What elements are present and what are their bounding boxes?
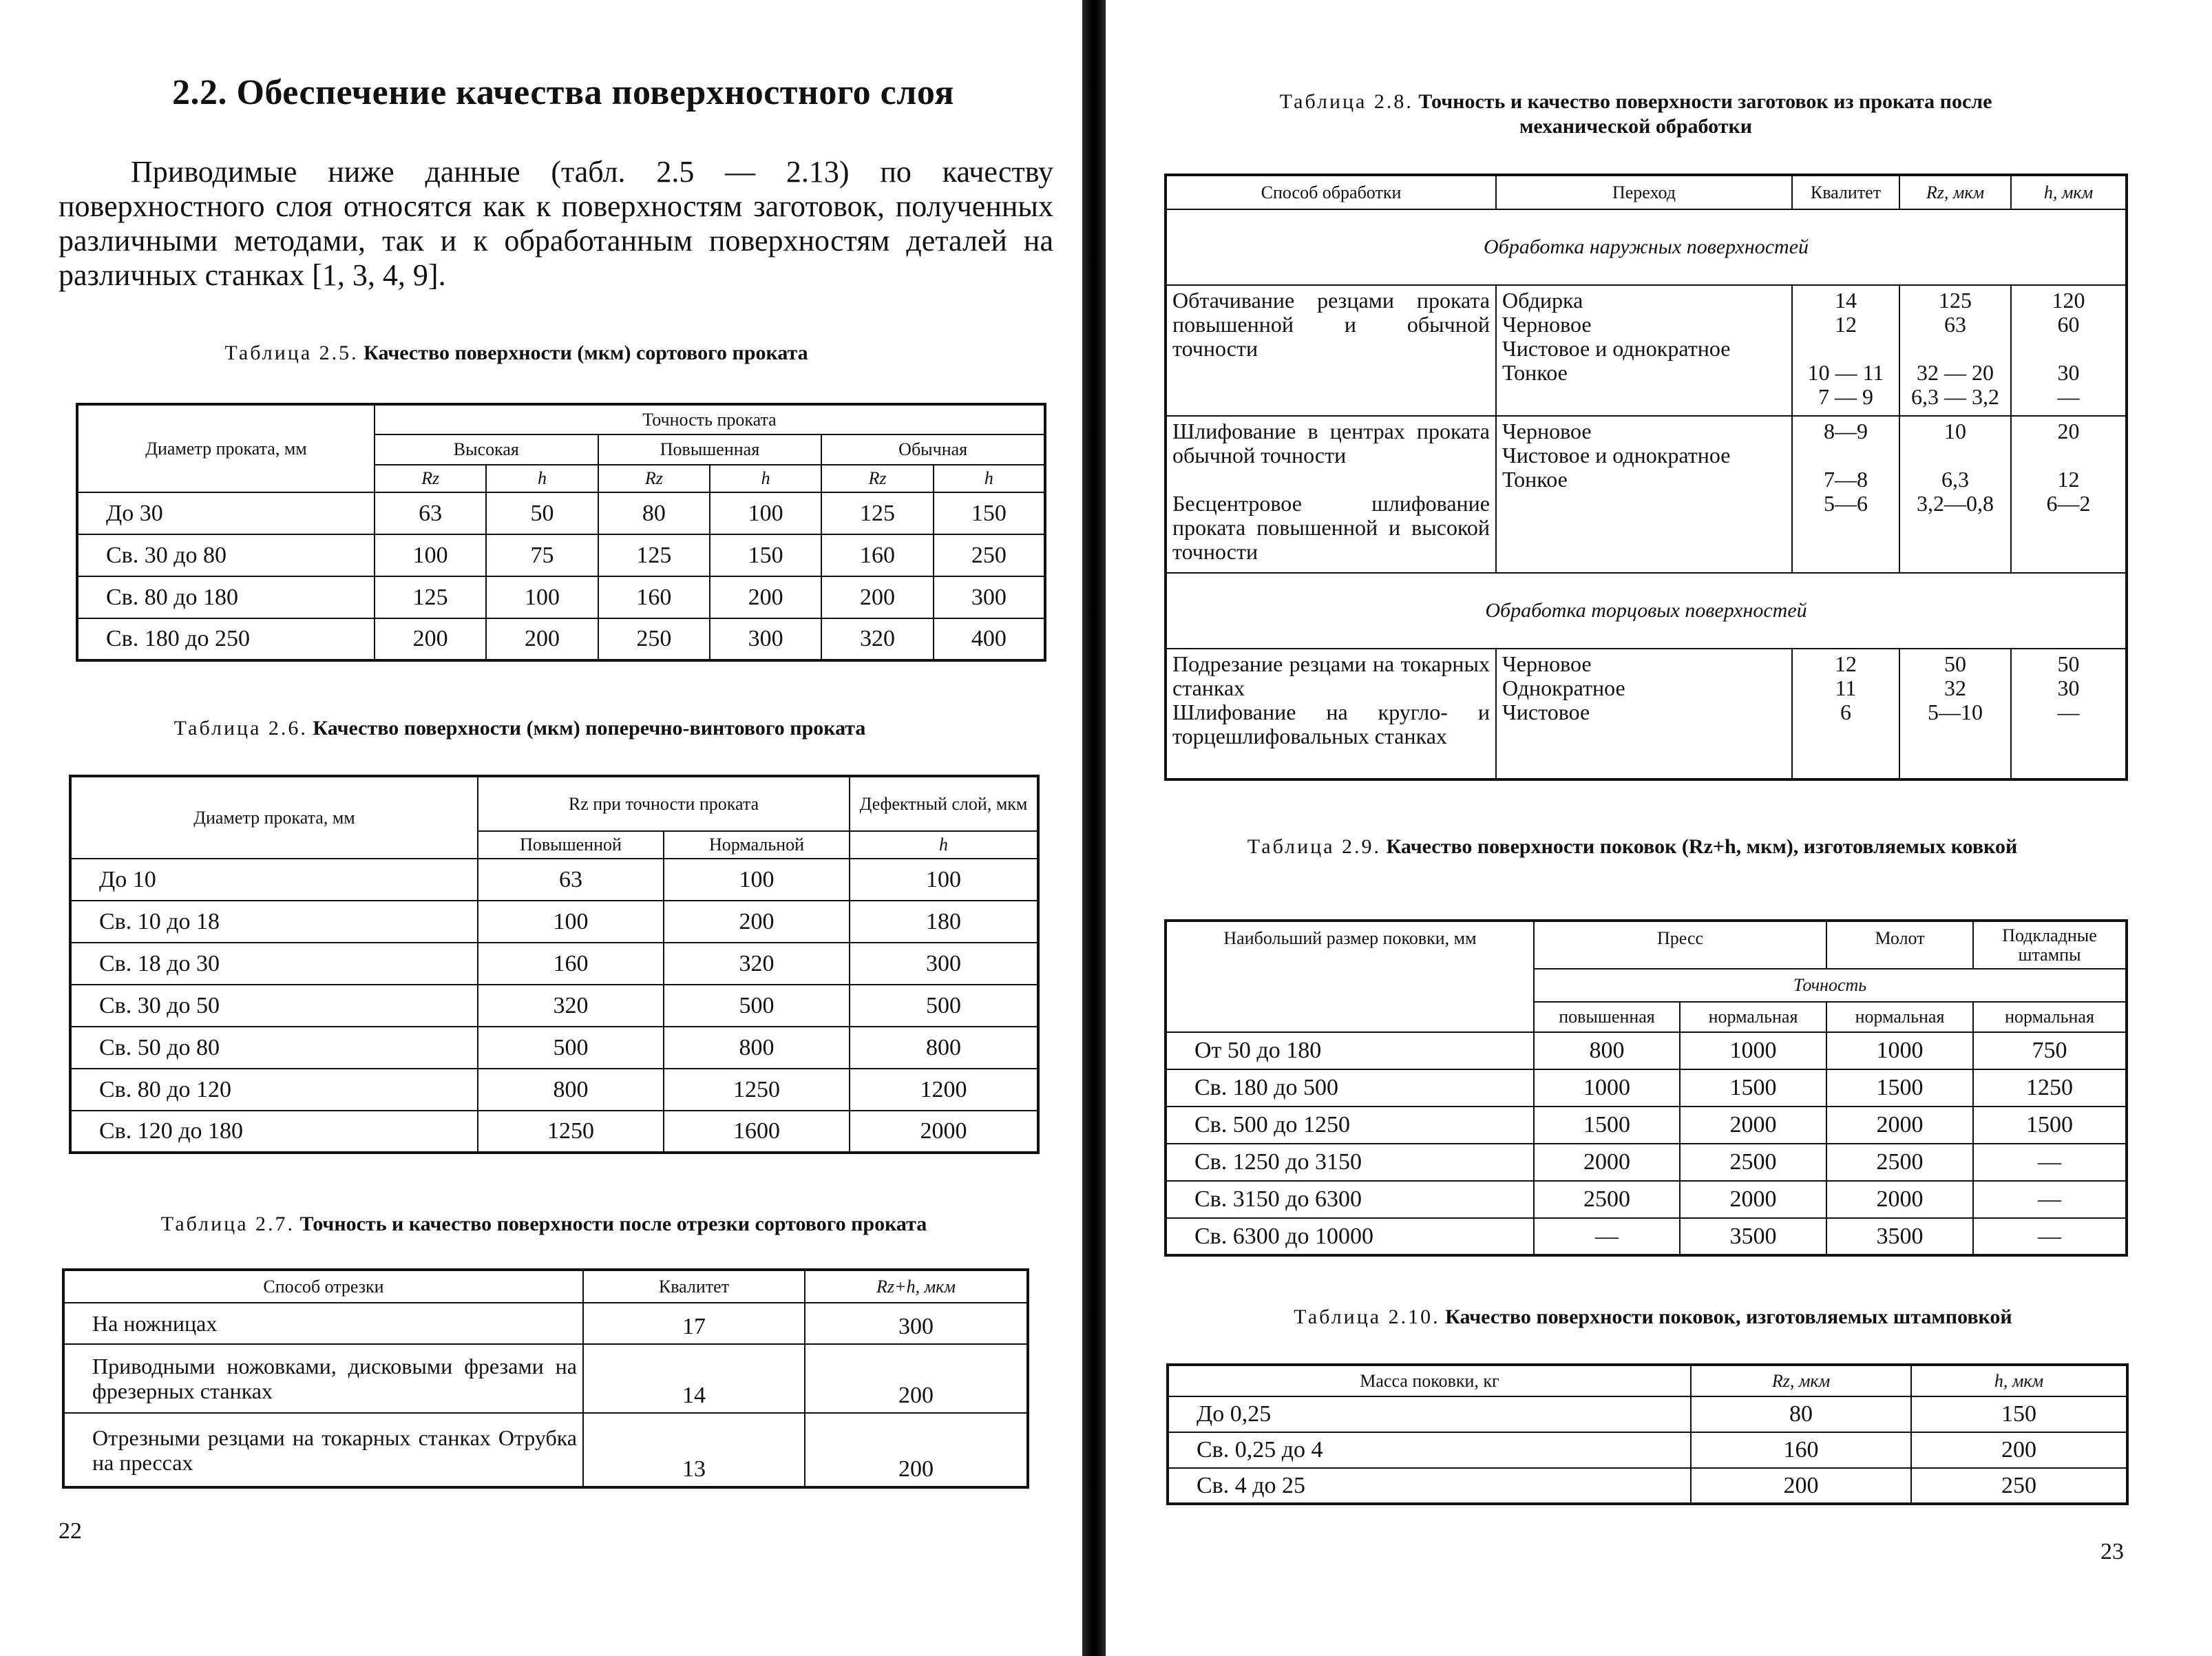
rzh-cell: 200 [805, 1413, 1028, 1487]
table-2-5-caption [76, 341, 957, 366]
rz-line: 63 [1944, 312, 1966, 337]
caption-number: Таблица 2.6. [173, 717, 308, 740]
grade-line: 7—8 [1824, 467, 1868, 492]
section-outer-surfaces: Обработка наружных поверхностей [1166, 209, 2127, 285]
grinding-centers: Шлифование в центрах проката обычной точности [1172, 419, 1490, 468]
header-grade: Квалитет [583, 1270, 805, 1303]
group-grinding-row [1166, 416, 2127, 573]
grinding-centerless: Бесцентровое шлифование проката повышенной и высокой точности [1172, 491, 1490, 564]
grade-line: 7 — 9 [1818, 384, 1873, 409]
group-facing-steps [1496, 649, 1792, 779]
table-row [70, 1069, 1038, 1111]
h-line: 30 [2057, 360, 2080, 385]
table-2-9-caption [1236, 835, 2028, 859]
grade-line [1798, 337, 1893, 361]
group-facing-row [1166, 649, 2127, 779]
header-press: Пресс [1534, 921, 1826, 969]
row-label: Св. 10 до 18 [70, 901, 478, 943]
table-cell: 1200 [850, 1069, 1038, 1111]
header-dies: Подкладные штампы [1973, 921, 2127, 969]
table-cell: — [1973, 1218, 2127, 1255]
header-h: h, мкм [2011, 175, 2127, 209]
row-label: До 30 [77, 492, 375, 534]
table-2-8-caption [1223, 90, 2049, 139]
row-label: Св. 180 до 250 [77, 618, 375, 660]
header-h: h [934, 465, 1045, 492]
step-line: Чистовое и однократное [1502, 443, 1731, 468]
rz-line: 32 [1944, 675, 1966, 700]
header-step: Переход [1496, 175, 1792, 209]
caption-title: Качество поверхности поковок (Rz+h, мкм), изготовляемых ковкой [1386, 835, 2018, 858]
table-cell: 200 [375, 618, 486, 660]
table-cell: 300 [934, 576, 1045, 618]
table-cell: 2500 [1826, 1144, 1973, 1181]
table-cell: — [1534, 1218, 1680, 1255]
group-grinding-steps [1496, 416, 1792, 573]
table-cell: 150 [710, 534, 821, 576]
table-cell: 320 [664, 943, 850, 985]
table-cell: 160 [478, 943, 664, 985]
rzh-cell: 300 [805, 1303, 1028, 1344]
rz-line: 10 [1944, 419, 1966, 443]
caption-title: Качество поверхности (мкм) поперечно-винтового проката [313, 717, 866, 740]
step-line: Черновое [1502, 651, 1592, 676]
grade-line: 12 [1835, 651, 1857, 676]
grade-line: 6 [1840, 700, 1851, 724]
group-facing-rz [1899, 649, 2011, 779]
table-cell: 250 [598, 618, 710, 660]
table-cell: 320 [478, 985, 664, 1027]
header-grade: Квалитет [1792, 175, 1899, 209]
row-label: Св. 4 до 25 [1168, 1468, 1691, 1504]
table-cell: 1000 [1826, 1032, 1973, 1069]
group-turning-row [1166, 285, 2127, 416]
right-page [1106, 0, 2212, 1656]
header-mass: Масса поковки, кг [1168, 1365, 1691, 1396]
header-normal: нормальная [1680, 1002, 1826, 1032]
header-method: Способ отрезки [63, 1270, 583, 1303]
table-cell: 2500 [1534, 1181, 1680, 1218]
grade-line [1798, 443, 1893, 468]
table-2-10-caption [1223, 1305, 2083, 1330]
row-label: Св. 180 до 500 [1166, 1069, 1534, 1107]
h-line: 12 [2057, 467, 2080, 492]
header-rz: Rz, мкм [1899, 175, 2011, 209]
table-cell: 1000 [1534, 1069, 1680, 1107]
table-row [1166, 1181, 2127, 1218]
row-label: Св. 120 до 180 [70, 1111, 478, 1153]
table-row [77, 576, 1045, 618]
table-row [1166, 1144, 2127, 1181]
table-cell: 300 [710, 618, 821, 660]
group-facing-h [2011, 649, 2127, 779]
header-defect: Дефектный слой, мкм [850, 776, 1038, 831]
table-2-5 [76, 403, 1046, 662]
group-turning-method: Обтачивание резцами проката повышенной и обычной точности [1166, 285, 1496, 416]
table-cell: 200 [1911, 1432, 2127, 1468]
rz-line: 3,2—0,8 [1917, 491, 1994, 516]
table-2-7 [62, 1268, 1029, 1489]
table-cell: 800 [664, 1027, 850, 1069]
table-cell: 100 [486, 576, 598, 618]
caption-title: Качество поверхности (мкм) сортового проката [364, 342, 808, 364]
table-row [1166, 1069, 2127, 1107]
group-turning-steps [1496, 285, 1792, 416]
table-cell: 750 [1973, 1032, 2127, 1069]
table-cell: — [1973, 1144, 2127, 1181]
h-line: — [2057, 700, 2080, 724]
section-title: 2.2. Обеспечение качества поверхностного слоя [172, 73, 955, 112]
row-label: От 50 до 180 [1166, 1032, 1534, 1069]
caption-number: Таблица 2.10. [1294, 1306, 1440, 1328]
header-rz: Rz, мкм [1691, 1365, 1911, 1396]
cut-method: Отрезными резцами на токарных станках Отрубка на прессах [63, 1413, 583, 1487]
section-end-surfaces: Обработка торцовых поверхностей [1166, 573, 2127, 649]
row-label: Св. 18 до 30 [70, 943, 478, 985]
table-row [70, 1027, 1038, 1069]
table-cell: 2000 [850, 1111, 1038, 1153]
table-cell: 200 [710, 576, 821, 618]
table-cell: — [1973, 1181, 2127, 1218]
book-spine [1082, 0, 1106, 1656]
rz-line: 50 [1944, 651, 1966, 676]
step-line: Обдирка [1502, 288, 1583, 313]
table-cell: 800 [1534, 1032, 1680, 1069]
table-cell: 100 [850, 859, 1038, 901]
table-row [1166, 1107, 2127, 1144]
header-increased: повышенная [1534, 1002, 1680, 1032]
table-2-6-caption [72, 716, 967, 741]
table-cell: 80 [1691, 1396, 1911, 1432]
table-cell: 160 [821, 534, 933, 576]
header-normal: Нормальной [664, 831, 850, 859]
table-cell: 1500 [1826, 1069, 1973, 1107]
step-line: Черновое [1502, 419, 1592, 443]
h-line: 6—2 [2046, 491, 2091, 516]
h-line: 120 [2052, 288, 2085, 313]
grade-line: 14 [1835, 288, 1857, 313]
h-line [2017, 443, 2120, 468]
caption-title: Качество поверхности поковок, изготовляемых штамповкой [1445, 1306, 2012, 1328]
h-line: 50 [2057, 651, 2080, 676]
table-2-10 [1166, 1363, 2129, 1505]
table-cell: 250 [1911, 1468, 2127, 1504]
header-normal: нормальная [1973, 1002, 2127, 1032]
table-cell: 80 [598, 492, 710, 534]
table-cell: 2000 [1826, 1181, 1973, 1218]
step-line: Тонкое [1502, 467, 1568, 492]
group-turning-rz [1899, 285, 2011, 416]
page-number: 22 [59, 1518, 82, 1544]
row-label: До 0,25 [1168, 1396, 1691, 1432]
row-label: Св. 0,25 до 4 [1168, 1432, 1691, 1468]
header-precision: Точность проката [375, 404, 1045, 434]
h-line: 20 [2057, 419, 2080, 443]
table-cell: 200 [821, 576, 933, 618]
caption-number: Таблица 2.8. [1279, 90, 1413, 113]
rz-line: 5—10 [1928, 700, 1983, 724]
rzh-cell: 200 [805, 1344, 1028, 1413]
table-cell: 800 [478, 1069, 664, 1111]
header-rzh: Rz+h, мкм [805, 1270, 1028, 1303]
group-grinding-methods [1166, 416, 1496, 573]
row-label: Св. 6300 до 10000 [1166, 1218, 1534, 1255]
header-hammer: Молот [1826, 921, 1973, 969]
table-row [63, 1303, 1028, 1344]
table-cell: 100 [478, 901, 664, 943]
header-increased: Повышенной [478, 831, 664, 859]
table-2-7-caption [62, 1212, 1026, 1237]
grade-line: 8—9 [1824, 419, 1868, 443]
rz-line: 32 — 20 [1917, 360, 1994, 385]
table-cell: 2000 [1680, 1107, 1826, 1144]
table-row [1166, 1032, 2127, 1069]
group-grinding-h [2011, 416, 2127, 573]
table-row [70, 859, 1038, 901]
rz-line [1906, 443, 2005, 468]
table-cell: 150 [1911, 1396, 2127, 1432]
grade-line: 12 [1835, 312, 1857, 337]
table-row [63, 1413, 1028, 1487]
table-cell: 1250 [664, 1069, 850, 1111]
table-cell: 160 [598, 576, 710, 618]
table-cell: 100 [375, 534, 486, 576]
table-row [70, 985, 1038, 1027]
group-turning-h [2011, 285, 2127, 416]
cut-method: Приводными ножовками, дисковыми фрезами на фрезерных станках [63, 1344, 583, 1413]
header-diameter: Диаметр проката, мм [77, 404, 375, 492]
table-cell: 2500 [1680, 1144, 1826, 1181]
table-row [77, 618, 1045, 660]
rz-line [1906, 337, 2005, 361]
header-high: Высокая [375, 434, 598, 465]
table-row [1168, 1468, 2127, 1504]
table-cell: 180 [850, 901, 1038, 943]
table-cell: 200 [486, 618, 598, 660]
header-method: Способ обработки [1166, 175, 1496, 209]
header-increased: Повышенная [598, 434, 822, 465]
group-grinding-rz [1899, 416, 2011, 573]
table-cell: 320 [821, 618, 933, 660]
facing-cutters: Подрезание резцами на токарных станках [1172, 651, 1490, 700]
step-line: Черновое [1502, 312, 1592, 337]
step-line: Тонкое [1502, 360, 1568, 385]
table-row [1168, 1432, 2127, 1468]
header-size: Наибольший размер поковки, мм [1166, 921, 1534, 1032]
table-cell: 1500 [1534, 1107, 1680, 1144]
caption-title: Точность и качество поверхности после отрезки сортового проката [299, 1213, 927, 1235]
rz-line: 6,3 [1941, 467, 1969, 492]
header-h: h [850, 831, 1038, 859]
table-row [70, 943, 1038, 985]
table-cell: 100 [664, 859, 850, 901]
row-label: До 10 [70, 859, 478, 901]
table-cell: 3500 [1826, 1218, 1973, 1255]
table-cell: 125 [598, 534, 710, 576]
rz-line: 6,3 — 3,2 [1911, 384, 1999, 409]
header-rz: Rz [821, 465, 933, 492]
table-cell: 2000 [1826, 1107, 1973, 1144]
grade-cell: 14 [583, 1344, 805, 1413]
table-cell: 125 [375, 576, 486, 618]
page-number: 23 [2100, 1539, 2124, 1564]
table-cell: 1500 [1680, 1069, 1826, 1107]
table-row [70, 901, 1038, 943]
h-line: 30 [2057, 675, 2080, 700]
table-cell: 500 [664, 985, 850, 1027]
row-label: Св. 500 до 1250 [1166, 1107, 1534, 1144]
table-cell: 3500 [1680, 1218, 1826, 1255]
table-cell: 1250 [1973, 1069, 2127, 1107]
header-h: h, мкм [1911, 1365, 2127, 1396]
row-label: Св. 80 до 180 [77, 576, 375, 618]
step-line: Чистовое и однократное [1502, 336, 1731, 361]
step-line: Однократное [1502, 675, 1625, 700]
table-cell: 1250 [478, 1111, 664, 1153]
left-page [0, 0, 1082, 1656]
header-rz: Rz [375, 465, 486, 492]
table-row [77, 492, 1045, 534]
table-row [1168, 1396, 2127, 1432]
header-rz-precision: Rz при точности проката [478, 776, 850, 831]
table-cell: 200 [664, 901, 850, 943]
table-2-6 [69, 775, 1040, 1154]
table-cell: 125 [821, 492, 933, 534]
table-cell: 100 [710, 492, 821, 534]
row-label: Св. 30 до 50 [70, 985, 478, 1027]
grade-cell: 13 [583, 1413, 805, 1487]
table-cell: 250 [934, 534, 1045, 576]
group-turning-grades [1792, 285, 1899, 416]
h-line: — [2057, 384, 2080, 409]
header-h: h [710, 465, 821, 492]
table-cell: 160 [1691, 1432, 1911, 1468]
grade-line: 5—6 [1824, 491, 1868, 516]
table-cell: 150 [934, 492, 1045, 534]
table-cell: 500 [478, 1027, 664, 1069]
rz-line: 125 [1939, 288, 1972, 313]
table-row [1166, 1218, 2127, 1255]
grade-line: 10 — 11 [1807, 360, 1884, 385]
table-cell: 1500 [1973, 1107, 2127, 1144]
table-cell: 75 [486, 534, 598, 576]
table-cell: 400 [934, 618, 1045, 660]
table-cell: 1600 [664, 1111, 850, 1153]
caption-title: Точность и качество поверхности заготовок из проката после механической обработки [1418, 90, 1992, 138]
grade-line: 11 [1835, 675, 1857, 700]
row-label: Св. 80 до 120 [70, 1069, 478, 1111]
header-precision: Точность [1534, 969, 2127, 1002]
step-line: Чистовое [1502, 700, 1590, 724]
h-line [2017, 337, 2120, 361]
header-rz: Rz [598, 465, 710, 492]
h-line: 60 [2057, 312, 2080, 337]
table-cell: 2000 [1680, 1181, 1826, 1218]
facing-grinding: Шлифование на кругло- и торцешлифовальных станках [1172, 700, 1490, 748]
row-label: Св. 30 до 80 [77, 534, 375, 576]
table-row [70, 1111, 1038, 1153]
row-label: Св. 1250 до 3150 [1166, 1144, 1534, 1181]
table-cell: 500 [850, 985, 1038, 1027]
table-cell: 50 [486, 492, 598, 534]
table-cell: 800 [850, 1027, 1038, 1069]
group-facing-grades [1792, 649, 1899, 779]
table-cell: 200 [1691, 1468, 1911, 1504]
row-label: Св. 3150 до 6300 [1166, 1181, 1534, 1218]
table-cell: 63 [478, 859, 664, 901]
table-row [63, 1344, 1028, 1413]
group-grinding-grades [1792, 416, 1899, 573]
row-label: Св. 50 до 80 [70, 1027, 478, 1069]
caption-number: Таблица 2.7. [160, 1213, 295, 1235]
header-h: h [486, 465, 598, 492]
intro-paragraph: Приводимые ниже данные (табл. 2.5 — 2.13) по качеству поверхностного слоя относятся как к поверхностям заготовок, полученных различными методами, так и к обработанным поверхностям деталей на различных станках [1, 3, 4, 9]. [59, 155, 1053, 292]
table-2-9 [1164, 919, 2128, 1257]
caption-number: Таблица 2.5. [224, 342, 359, 364]
header-diameter: Диаметр проката, мм [70, 776, 478, 859]
grade-cell: 17 [583, 1303, 805, 1344]
table-cell: 1000 [1680, 1032, 1826, 1069]
header-normal: Обычная [821, 434, 1045, 465]
table-cell: 63 [375, 492, 486, 534]
table-2-8 [1164, 174, 2128, 781]
table-cell: 300 [850, 943, 1038, 985]
table-cell: 2000 [1534, 1144, 1680, 1181]
header-normal: нормальная [1826, 1002, 1973, 1032]
table-row [77, 534, 1045, 576]
caption-number: Таблица 2.9. [1247, 835, 1382, 858]
cut-method: На ножницах [63, 1303, 583, 1344]
group-facing-methods [1166, 649, 1496, 779]
